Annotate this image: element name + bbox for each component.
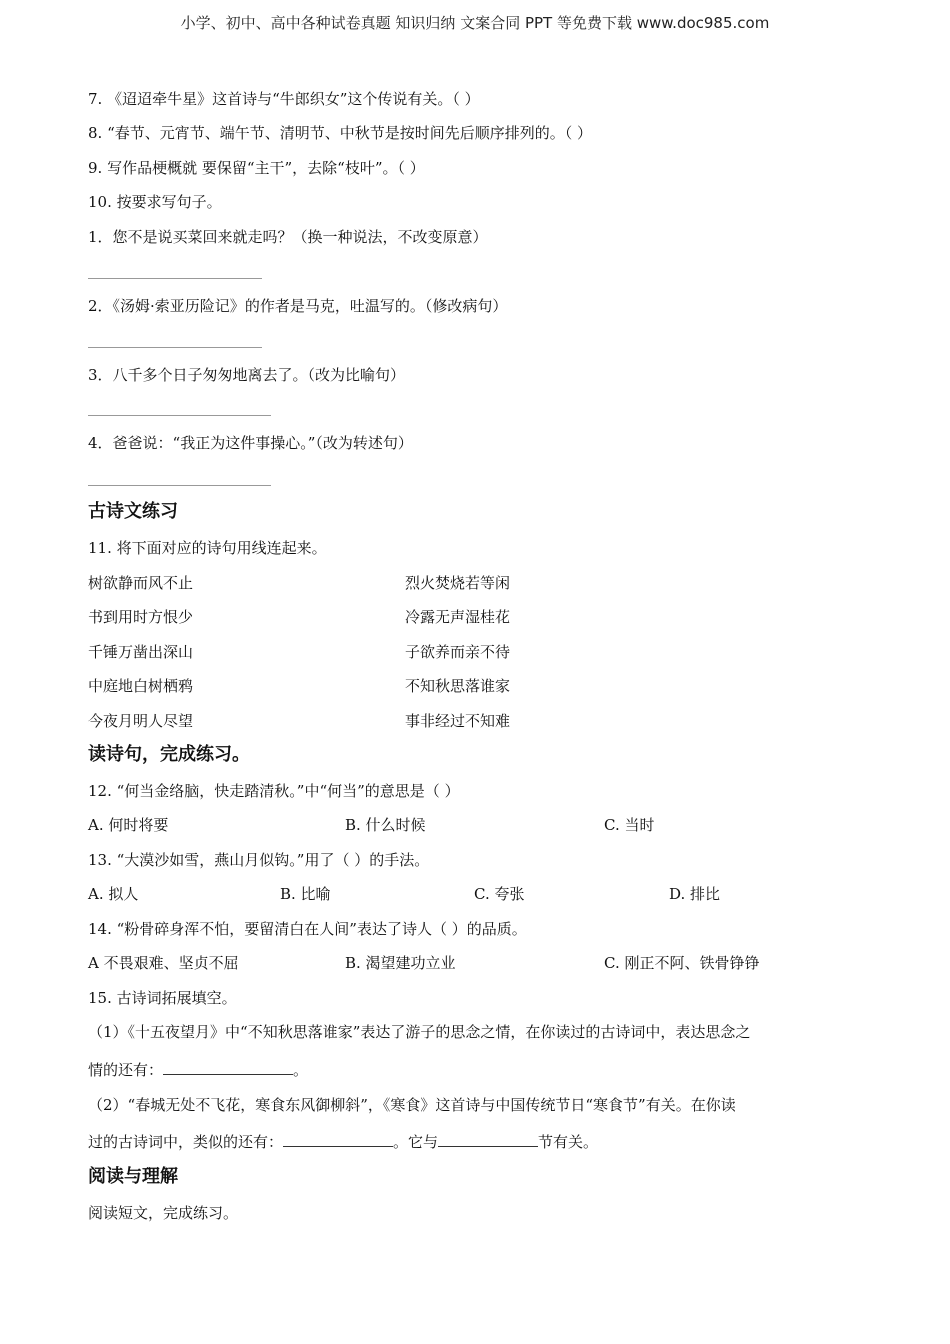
question-8: 8. “春节、元宵节、端午节、清明节、中秋节是按时间先后顺序排列的。（ ）: [88, 124, 593, 142]
section-poem: 古诗文练习: [88, 501, 178, 522]
q10-item-2: 2．《汤姆·索亚历险记》的作者是马克，吐温写的。（修改病句）: [88, 297, 508, 315]
q13-option-a[interactable]: A. 拟人: [88, 885, 139, 903]
q15-part2-prefix: 过的古诗词中，类似的还有：: [88, 1133, 284, 1151]
q11-right-4[interactable]: 不知秋思落谁家: [405, 677, 511, 695]
q13-option-b[interactable]: B. 比喻: [280, 885, 331, 903]
answer-line-1[interactable]: [88, 278, 262, 279]
q11-right-3[interactable]: 子欲养而亲不待: [405, 643, 511, 661]
q15-blank-3[interactable]: [438, 1132, 538, 1147]
q11-left-5[interactable]: 今夜月明人尽望: [88, 712, 194, 730]
q11-right-2[interactable]: 冷露无声湿桂花: [405, 608, 511, 626]
question-15-title: 15. 古诗词拓展填空。: [88, 989, 237, 1007]
question-13: 13. “大漠沙如雪，燕山月似钩。”用了（ ）的手法。: [88, 851, 430, 869]
q15-part2-mid: 。它与: [393, 1133, 439, 1151]
q15-part1-line2: [88, 1060, 308, 1080]
q15-part1-line1: （1）《十五夜望月》中“不知秋思落谁家”表达了游子的思念之情，在你读过的古诗词中，表达思念之: [88, 1023, 751, 1041]
q13-option-d[interactable]: D. 排比: [669, 885, 721, 903]
q15-part2-line2: [88, 1132, 598, 1152]
question-10-title: 10. 按要求写句子。: [88, 193, 222, 211]
q14-option-c[interactable]: C. 刚正不阿、铁骨铮铮: [604, 954, 760, 972]
q15-part2-suffix: 节有关。: [538, 1133, 599, 1151]
question-12: 12. “何当金络脑，快走踏清秋。”中“何当”的意思是（ ）: [88, 782, 460, 800]
question-11-title: 11. 将下面对应的诗句用线连起来。: [88, 539, 327, 557]
q13-option-c[interactable]: C. 夸张: [474, 885, 525, 903]
q15-blank-2[interactable]: [283, 1132, 393, 1147]
question-14: 14. “粉骨碎身浑不怕，要留清白在人间”表达了诗人（ ）的品质。: [88, 920, 527, 938]
q15-part1-suffix: 。: [293, 1061, 309, 1079]
question-7: 7. 《迢迢牵牛星》这首诗与“牛郎织女”这个传说有关。（ ）: [88, 90, 480, 108]
q11-left-1[interactable]: 树欲静而风不止: [88, 574, 194, 592]
q10-item-4: 4．爸爸说：“我正为这件事操心。”（改为转述句）: [88, 434, 413, 452]
q14-option-a[interactable]: A 不畏艰难、坚贞不屈: [88, 954, 239, 972]
q11-right-5[interactable]: 事非经过不知难: [405, 712, 511, 730]
section-read-poem: 读诗句，完成练习。: [88, 744, 250, 765]
q12-option-c[interactable]: C. 当时: [604, 816, 655, 834]
q11-left-2[interactable]: 书到用时方恨少: [88, 608, 194, 626]
q14-option-b[interactable]: B. 渴望建功立业: [345, 954, 456, 972]
q12-option-b[interactable]: B. 什么时候: [345, 816, 426, 834]
answer-line-3[interactable]: [88, 415, 271, 416]
q12-option-a[interactable]: A. 何时将要: [88, 816, 169, 834]
page-header: 小学、初中、高中各种试卷真题 知识归纳 文案合同 PPT 等免费下载 www.doc985.com: [180, 14, 770, 32]
section-reading: 阅读与理解: [88, 1166, 178, 1187]
q10-item-3: 3．八千多个日子匆匆地离去了。（改为比喻句）: [88, 366, 406, 384]
answer-line-2[interactable]: [88, 347, 262, 348]
q15-part1-prefix: 情的还有：: [88, 1061, 164, 1079]
answer-line-4[interactable]: [88, 485, 271, 486]
q15-blank-1[interactable]: [163, 1060, 293, 1075]
q15-part2-line1: （2）“春城无处不飞花，寒食东风御柳斜”，《寒食》这首诗与中国传统节日“寒食节”有关。在你读: [88, 1096, 736, 1114]
q11-left-3[interactable]: 千锤万凿出深山: [88, 643, 194, 661]
q10-item-1: 1．您不是说买菜回来就走吗？（换一种说法，不改变原意）: [88, 228, 488, 246]
question-9: 9. 写作品梗概就 要保留“主干”，去除“枝叶”。（ ）: [88, 159, 425, 177]
q11-right-1[interactable]: 烈火焚烧若等闲: [405, 574, 511, 592]
q11-left-4[interactable]: 中庭地白树栖鸦: [88, 677, 194, 695]
reading-intro: 阅读短文，完成练习。: [88, 1204, 239, 1222]
